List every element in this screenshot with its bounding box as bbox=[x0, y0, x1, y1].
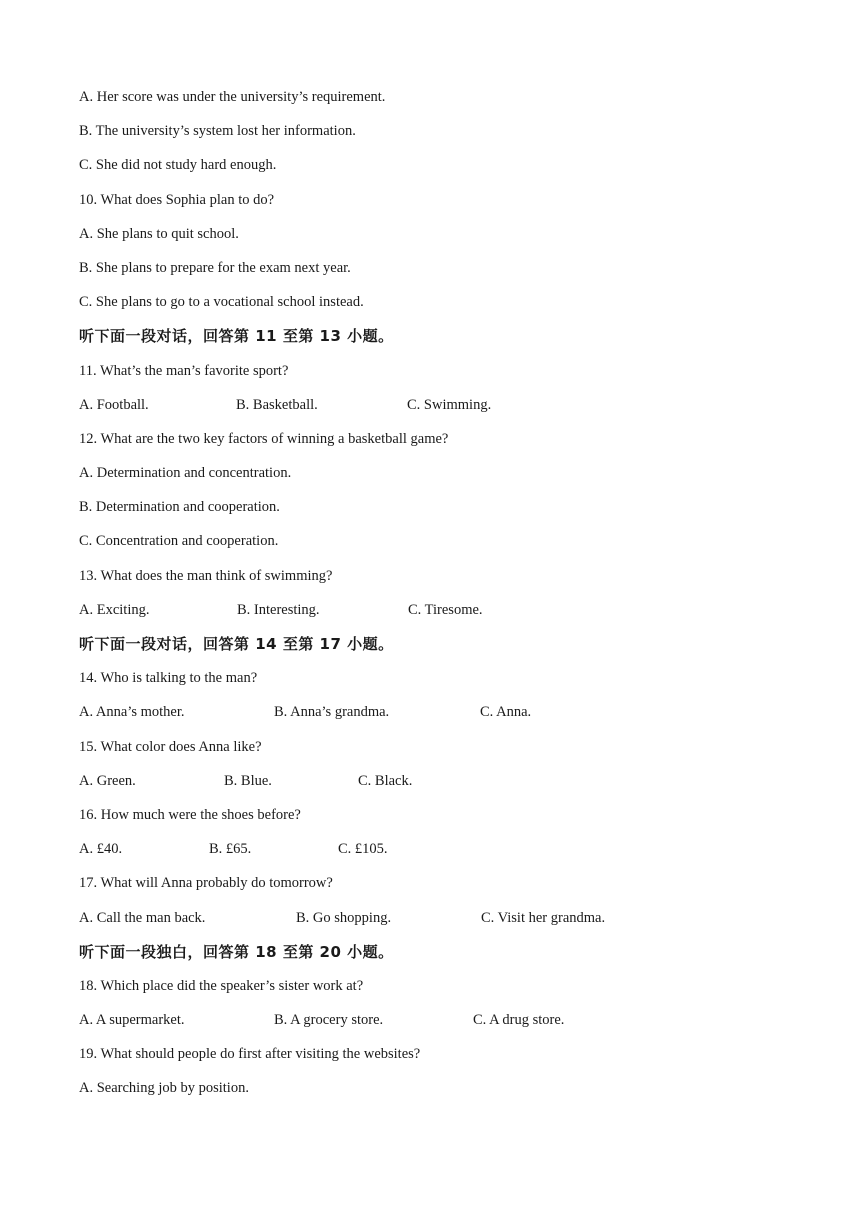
option-c: C. Swimming. bbox=[407, 396, 492, 413]
section-heading: 听下面一段对话，回答第 11 至第 13 小题。 bbox=[79, 327, 394, 346]
option-line: C. She did not study hard enough. bbox=[79, 157, 277, 174]
question-17: 17. What will Anna probably do tomorrow? bbox=[79, 875, 333, 892]
options-row bbox=[79, 1009, 868, 1043]
section-heading: 听下面一段对话，回答第 14 至第 17 小题。 bbox=[79, 635, 394, 653]
option-b: B. Blue. bbox=[224, 772, 272, 789]
question-15: 15. What color does Anna like? bbox=[79, 738, 262, 755]
option-b: B. Go shopping. bbox=[296, 909, 392, 926]
option-c: C. Anna. bbox=[480, 704, 532, 721]
option-line: B. Determination and cooperation. bbox=[79, 499, 280, 516]
option-c: C. Tiresome. bbox=[408, 601, 483, 618]
question-13: 13. What does the man think of swimming? bbox=[79, 567, 333, 584]
option-a: A. Call the man back. bbox=[79, 909, 206, 926]
option-line: B. The university’s system lost her information. bbox=[79, 123, 356, 140]
question-11: 11. What’s the man’s favorite sport? bbox=[79, 362, 289, 379]
question-18: 18. Which place did the speaker’s sister work at? bbox=[79, 977, 364, 994]
options-row bbox=[79, 599, 868, 633]
option-a: A. Green. bbox=[79, 772, 136, 789]
options-row bbox=[79, 394, 868, 428]
options-row bbox=[79, 838, 868, 872]
option-line: A. She plans to quit school. bbox=[79, 225, 239, 242]
option-c: C. A drug store. bbox=[473, 1012, 565, 1029]
option-line: B. She plans to prepare for the exam next year. bbox=[79, 259, 351, 276]
option-a: A. A supermarket. bbox=[79, 1012, 185, 1029]
option-line: C. Concentration and cooperation. bbox=[79, 533, 279, 550]
option-b: B. A grocery store. bbox=[274, 1012, 384, 1029]
option-a: A. £40. bbox=[79, 841, 123, 858]
option-c: C. Visit her grandma. bbox=[481, 909, 606, 926]
question-14: 14. Who is talking to the man? bbox=[79, 670, 258, 687]
option-a: A. Anna’s mother. bbox=[79, 704, 185, 721]
option-a: A. Exciting. bbox=[79, 601, 150, 618]
option-c: C. Black. bbox=[358, 772, 413, 789]
option-line: A. Searching job by position. bbox=[79, 1080, 249, 1097]
option-b: B. Interesting. bbox=[237, 601, 320, 618]
question-19: 19. What should people do first after visiting the websites? bbox=[79, 1046, 421, 1063]
options-row bbox=[79, 907, 868, 941]
option-b: B. Anna’s grandma. bbox=[274, 704, 390, 721]
option-b: B. Basketball. bbox=[236, 396, 318, 413]
question-16: 16. How much were the shoes before? bbox=[79, 806, 301, 823]
question-12: 12. What are the two key factors of winning a basketball game? bbox=[79, 430, 449, 447]
option-c: C. £105. bbox=[338, 841, 388, 858]
option-line: C. She plans to go to a vocational school instead. bbox=[79, 294, 364, 311]
option-line: A. Her score was under the university’s requirement. bbox=[79, 89, 386, 105]
option-a: A. Football. bbox=[79, 396, 149, 413]
section-heading: 听下面一段独白，回答第 18 至第 20 小题。 bbox=[79, 942, 394, 961]
option-b: B. £65. bbox=[209, 841, 252, 858]
options-row bbox=[79, 701, 868, 735]
question-10: 10. What does Sophia plan to do? bbox=[79, 191, 275, 208]
option-line: A. Determination and concentration. bbox=[79, 465, 292, 482]
options-row bbox=[79, 770, 868, 804]
